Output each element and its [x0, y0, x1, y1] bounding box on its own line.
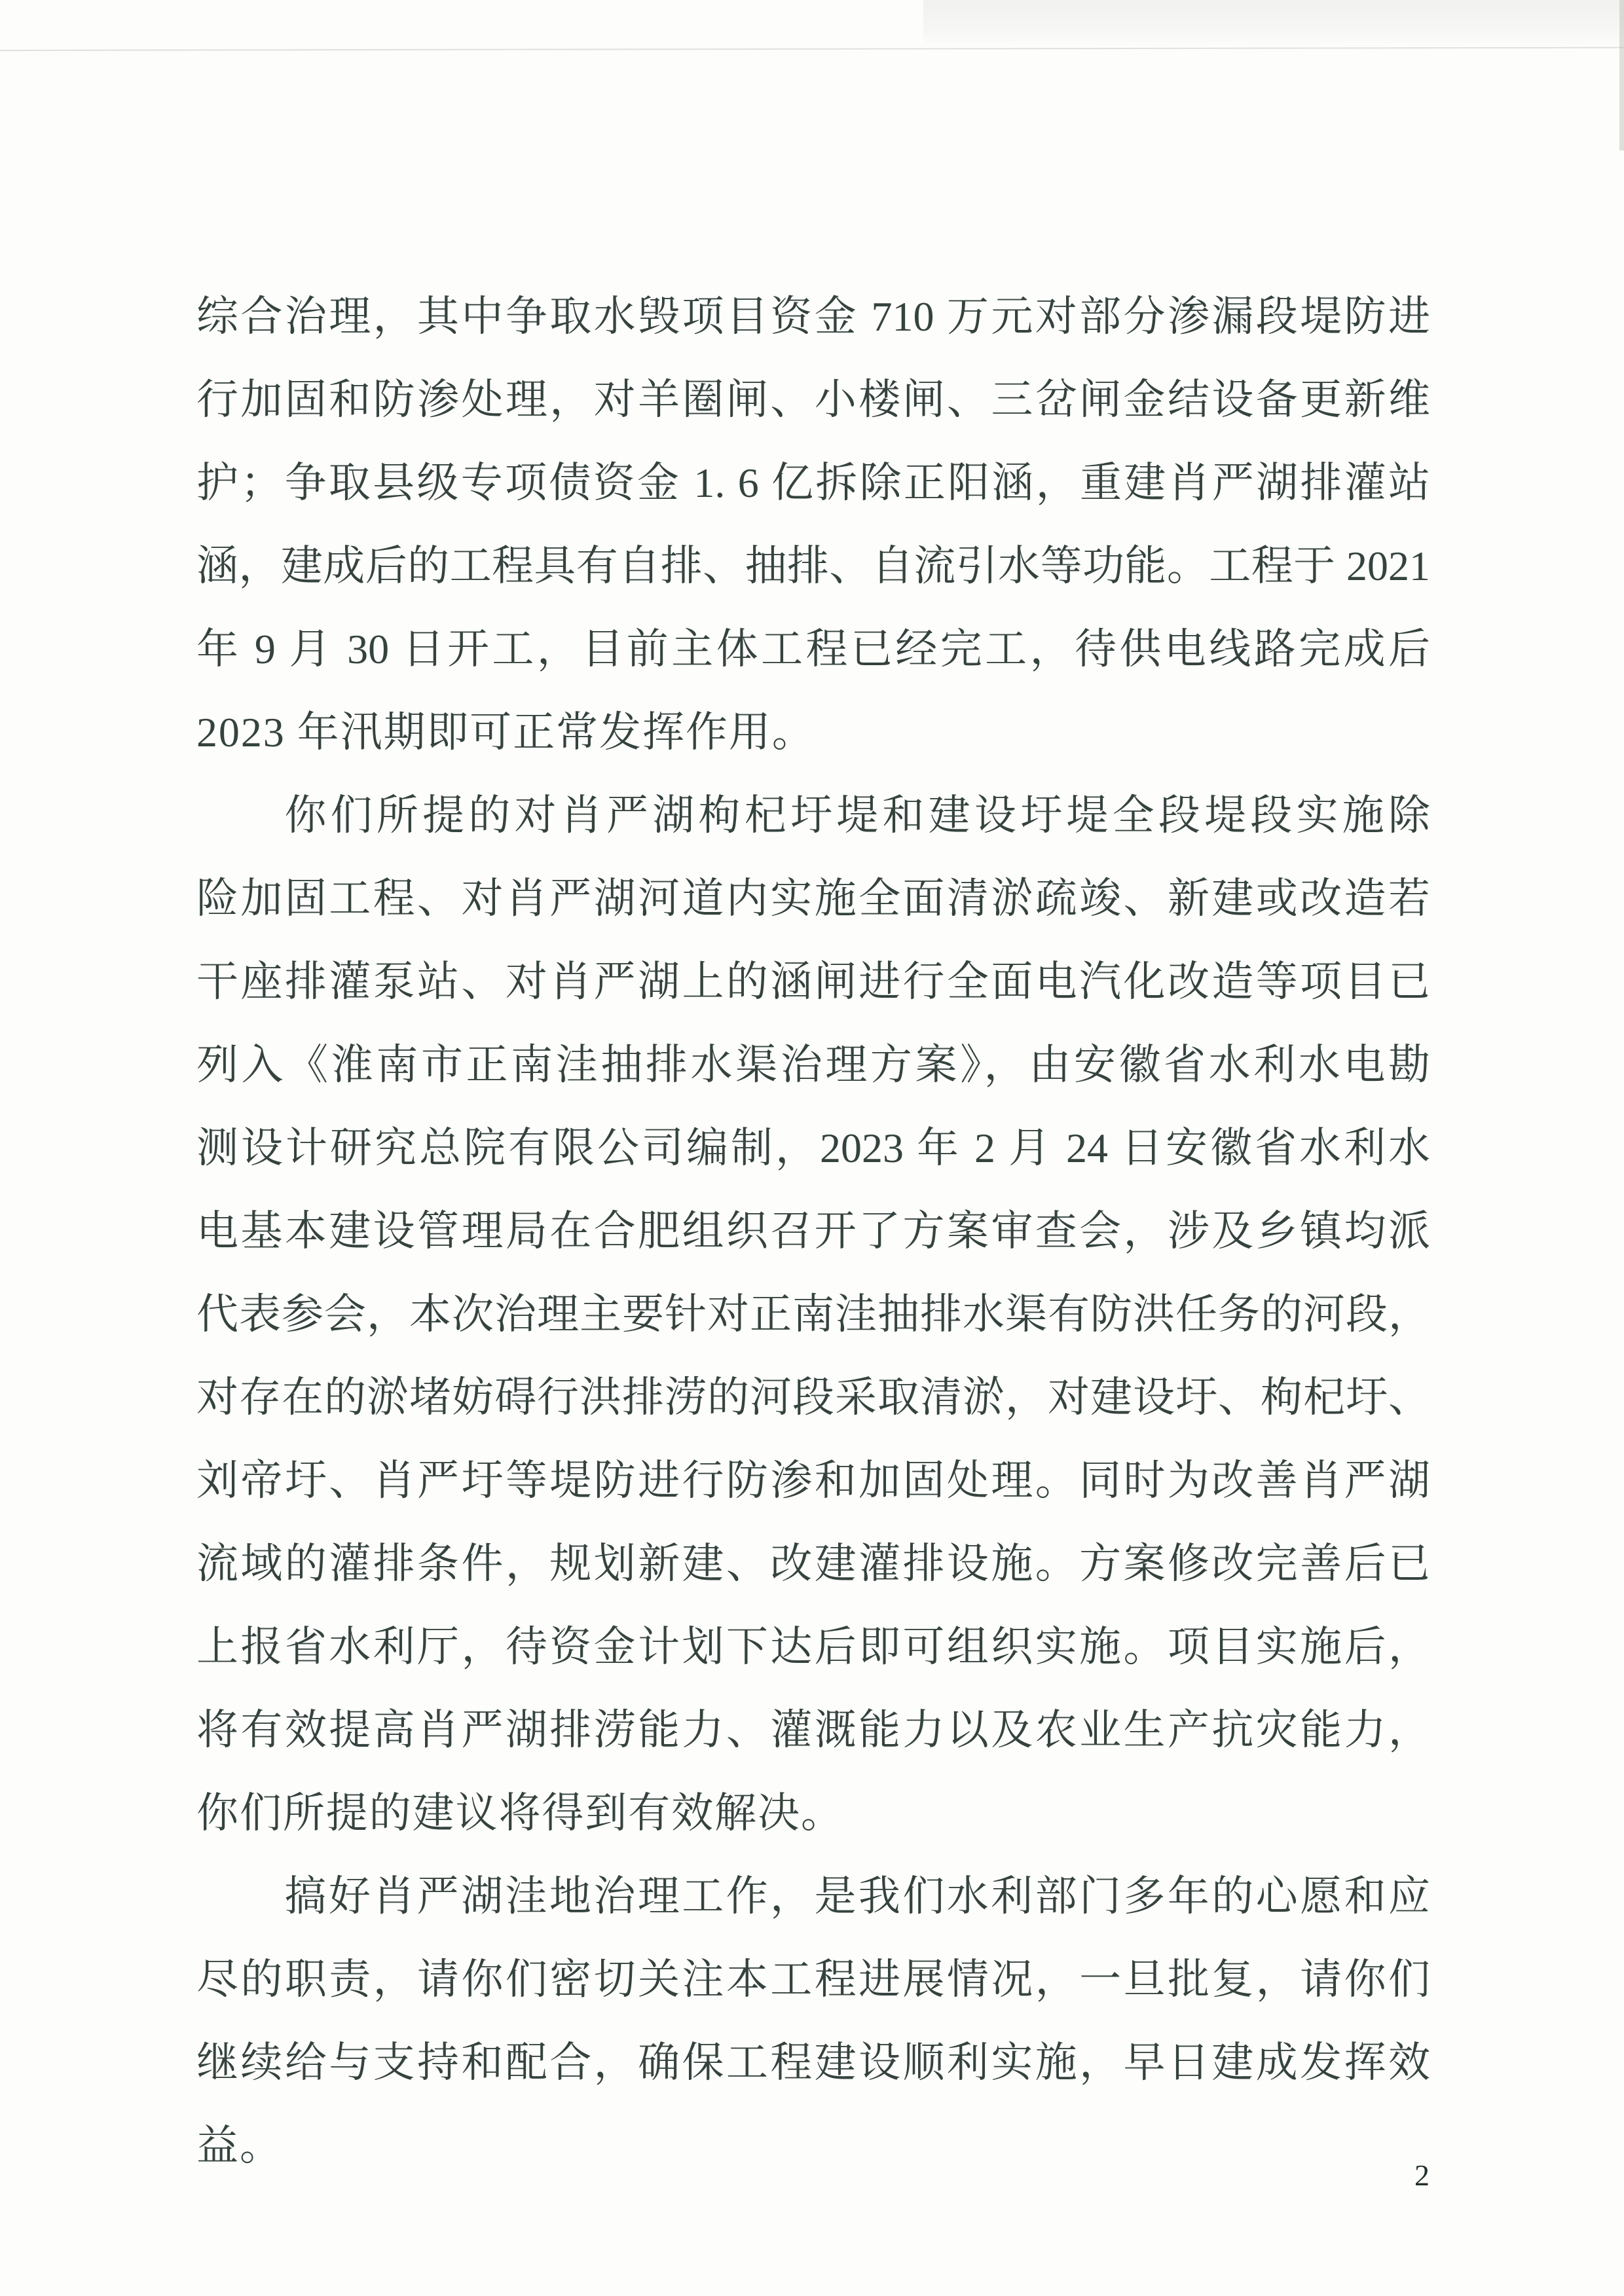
text-line: 你们所提的对肖严湖枸杞圩堤和建设圩堤全段堤段实施除 — [284, 792, 1430, 839]
text-line: 2023 年汛期即可正常发挥作用。 — [196, 709, 815, 756]
text-line: 将有效提高肖严湖排涝能力、灌溉能力以及农业生产抗灾能力， — [196, 1707, 1430, 1753]
text-line: 代表参会，本次治理主要针对正南洼抽排水渠有防洪任务的河段， — [196, 1291, 1430, 1338]
scan-artifact-right-edge — [1619, 0, 1624, 151]
text-line: 干座排灌泵站、对肖严湖上的涵闸进行全面电汽化改造等项目已 — [196, 958, 1430, 1005]
text-line: 年 9 月 30 日开工，目前主体工程已经完工，待供电线路完成后 — [196, 626, 1430, 672]
text-line: 流域的灌排条件，规划新建、改建灌排设施。方案修改完善后已 — [196, 1540, 1430, 1587]
text-line: 上报省水利厅，待资金计划下达后即可组织实施。项目实施后， — [196, 1624, 1430, 1670]
text-line: 尽的职责，请你们密切关注本工程进展情况，一旦批复，请你们 — [196, 1956, 1430, 2003]
text-line: 行加固和防渗处理，对羊圈闸、小楼闸、三岔闸金结设备更新维 — [196, 376, 1430, 423]
paragraph — [196, 774, 1430, 1855]
text-line: 搞好肖严湖洼地治理工作，是我们水利部门多年的心愿和应 — [284, 1873, 1430, 1920]
scan-artifact-line — [0, 47, 1624, 51]
text-line: 护；争取县级专项债资金 1. 6 亿拆除正阳涵，重建肖严湖排灌站 — [196, 460, 1430, 506]
text-line: 刘帝圩、肖严圩等堤防进行防渗和加固处理。同时为改善肖严湖 — [196, 1457, 1430, 1504]
text-line: 险加固工程、对肖严湖河道内实施全面清淤疏竣、新建或改造若 — [196, 875, 1430, 922]
text-line: 综合治理，其中争取水毁项目资金 710 万元对部分渗漏段堤防进 — [196, 293, 1430, 340]
text-line: 继续给与支持和配合，确保工程建设顺利实施，早日建成发挥效 — [196, 2039, 1430, 2086]
text-line: 你们所提的建议将得到有效解决。 — [196, 1790, 844, 1836]
text-line: 益。 — [196, 2123, 283, 2169]
paragraph — [196, 275, 1430, 774]
page-number: 2 — [1414, 2159, 1430, 2192]
text-line: 电基本建设管理局在合肥组织召开了方案审查会，涉及乡镇均派 — [196, 1208, 1430, 1254]
text-line: 对存在的淤堵妨碍行洪排涝的河段采取清淤，对建设圩、枸杞圩、 — [196, 1374, 1430, 1421]
paragraph — [196, 1855, 1430, 2187]
text-line: 测设计研究总院有限公司编制，2023 年 2 月 24 日安徽省水利水 — [196, 1125, 1430, 1171]
scan-artifact-top-right — [923, 0, 1624, 47]
text-line: 涵，建成后的工程具有自排、抽排、自流引水等功能。工程于 2021 — [196, 543, 1430, 589]
document-body — [196, 275, 1430, 2187]
text-line: 列入《淮南市正南洼抽排水渠治理方案》，由安徽省水利水电勘 — [196, 1042, 1430, 1088]
